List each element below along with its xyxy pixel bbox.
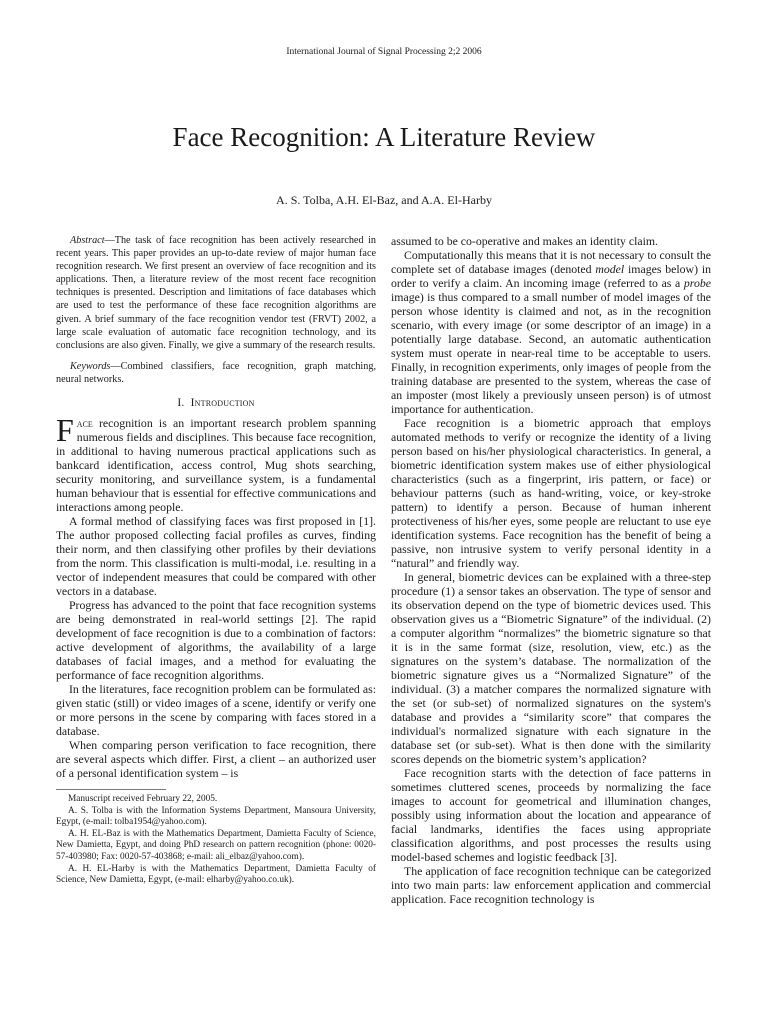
right-paragraph-3: In general, biometric devices can be explained with a three-step procedure (1) a sensor takes an observation. The type of sensor and its observation depend on the type of biometric devices used. This observation gives us a “Biometric Signature” of the individual. (2) a computer algorithm “normalizes” the biometric signature so that it is in the same format (size, resolution, view, etc.) as the signatures on the system’s database. The normalization of the biometric signature gives us a “Normalized Signature” of the individual. (3) a matcher compares the normalized signature with the set (or sub-set) of normalized signatures on the system's database and provides a “similarity score” that compares the individual's normalized signature with each signature in the database set (or sub-set). What is then done with the similarity scores depends on the biometric system’s application? <box>391 570 711 766</box>
right-paragraph-4: Face recognition starts with the detection of face patterns in sometimes cluttered scenes, proceeds by normalizing the face images to account for geometrical and illumination changes, possibly using information about the location and appearance of facial landmarks, identifies the faces using appropriate classification algorithms, and post processes the results using model-based schemes and logistic feedback [3]. <box>391 766 711 864</box>
right-paragraph-2: Face recognition is a biometric approach that employs automated methods to verify or recognize the identity of a living person based on his/her physiological characteristics. In general, a biometric identification system makes use of either physiological characteristics (such as a fingerprint, iris pattern, or face) or behaviour patterns (such as hand-writing, voice, or key-stroke pattern) to identify a person. Because of human inherent protectiveness of his/her eyes, some people are reluctant to use eye identification systems. Face recognition has the benefit of being a passive, non intrusive system to verify personal identity in a “natural” and friendly way. <box>391 416 711 570</box>
keywords-label: Keywords <box>70 360 111 372</box>
right-paragraph-1-b: images below) in order to verify a claim. An incoming image (referred to as a <box>391 262 711 290</box>
paper-title: Face Recognition: A Literature Review <box>172 122 596 152</box>
keywords <box>56 360 376 386</box>
abstract <box>56 234 376 352</box>
left-column <box>56 234 376 887</box>
abstract-label: Abstract <box>70 235 105 246</box>
footnote-author-tolba: A. S. Tolba is with the Information Systems Department, Mansoura University, Egypt, (e-mail: tolba1954@yahoo.com). <box>56 805 376 828</box>
intro-paragraph-5: When comparing person verification to face recognition, there are several aspects which differ. First, a client – an authorized user of a personal identification system – is <box>56 738 376 781</box>
right-paragraph-1 <box>391 248 711 416</box>
abstract-text: The task of face recognition has been actively researched in recent years. This paper provides an up-to-date review of major human face recognition research. We first present an overview of face recognition and its applications. Then, a literature review of the most recent face recognition techniques is presented. Description and limitations of face databases which are used to test the performance of these face recognition algorithms are given. A brief summary of the face recognition vendor test (FRVT) 2002, a large scale evaluation of automatic face recognition technology, and its conclusions are also given. Finally, we give a summary of the research results. <box>56 235 376 351</box>
right-paragraph-1-c: image) is thus compared to a small number of model images of the person whose identity is claimed and not, as in the recognition scenario, with every image (or some descriptor of an image) in a potentially large database. Second, an automatic authentication system must operate in near-real time to be acceptable to users. Finally, in recognition experiments, only images of people from the training database are presented to the system, whereas the case of an imposter (most likely a previously unseen person) is of utmost importance for authentication. <box>391 290 711 416</box>
abstract-dash: — <box>104 235 115 246</box>
intro-paragraph-1-text: recognition is an important research problem spanning numerous fields and disciplines. This because face recognition, in additional to having numerous practical applications such as bankcard identification, access control, Mug shots searching, security monitoring, and surveillance system, is a fundamental human behaviour that is essential for effective communications and interactions among people. <box>56 416 376 515</box>
intro-paragraph-2: A formal method of classifying faces was first proposed in [1]. The author proposed collecting facial profiles as curves, finding their norm, and then classifying other profiles by their deviations from the norm. This classification is multi-modal, i.e. resulting in a vector of independent measures that could be compared with other vectors in a database. <box>56 514 376 599</box>
section-heading-initial: I <box>190 397 195 410</box>
right-paragraph-5: The application of face recognition technique can be categorized into two main parts: law enforcement application and commercial application. Face recognition technology is <box>391 864 711 906</box>
section-heading-introduction <box>56 397 376 409</box>
right-paragraph-0: assumed to be co-operative and makes an identity claim. <box>391 234 658 248</box>
term-probe: probe <box>683 276 711 290</box>
keywords-dash: — <box>110 360 121 372</box>
intro-lead-word: ace <box>76 416 93 431</box>
drop-cap: F <box>56 412 74 449</box>
intro-paragraph-1 <box>56 412 376 515</box>
footnote-rule <box>56 789 166 790</box>
journal-header: International Journal of Signal Processing 2;2 2006 <box>286 47 482 57</box>
footnote-manuscript: Manuscript received February 22, 2005. <box>68 794 218 805</box>
footnotes <box>56 789 376 887</box>
section-number: I. <box>177 397 185 410</box>
right-paragraph-1-a: Computationally this means that it is not necessary to consult the complete set of database images (denoted <box>391 248 711 276</box>
right-column <box>391 234 711 906</box>
paper-authors: A. S. Tolba, A.H. El-Baz, and A.A. El-Harby <box>276 193 492 207</box>
footnote-author-elharby: A. H. EL-Harby is with the Mathematics Department, Damietta Faculty of Science, New Damietta, Egypt, (e-mail: elharby@yahoo.co.uk). <box>56 863 376 886</box>
intro-paragraph-3: Progress has advanced to the point that face recognition systems are being demonstrated in real-world settings [2]. The rapid development of face recognition is due to a combination of factors: active development of algorithms, the availability of a large databases of facial images, and a method for evaluating the performance of face recognition algorithms. <box>56 598 376 683</box>
section-heading-rest: ntroduction <box>194 397 255 410</box>
keywords-text: Combined classifiers, face recognition, graph matching, neural networks. <box>56 360 376 385</box>
footnote-author-elbaz: A. H. EL-Baz is with the Mathematics Department, Damietta Faculty of Science, New Damietta, Egypt, and doing PhD research on pattern recognition (phone: 0020-57-403980; Fax: 0020-57-403868; e-mail: ali_elbaz@yahoo.com). <box>56 828 376 862</box>
intro-paragraph-4: In the literatures, face recognition problem can be formulated as: given static (still) or video images of a scene, identify or verify one or more persons in the scene by comparing with faces stored in a database. <box>56 682 376 739</box>
term-model: model <box>595 262 625 276</box>
